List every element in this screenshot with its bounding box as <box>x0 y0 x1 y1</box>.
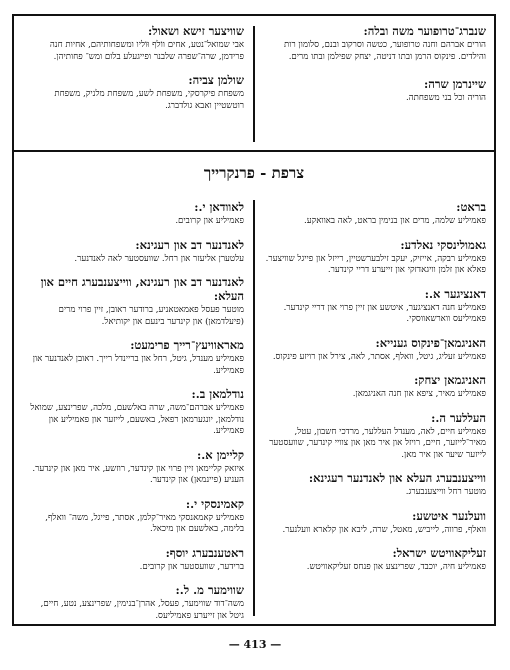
entry-name: קאמינסקי י.: <box>185 496 244 511</box>
entry-left-3 <box>24 338 244 377</box>
entry-name: מאראוויעץ־רייך פרימעט: <box>130 338 244 352</box>
entry-top-left-0 <box>24 24 244 63</box>
entry-right-7 <box>264 509 486 537</box>
entry-name: נודלמאן ב.: <box>191 387 244 401</box>
entry-top-left-1 <box>24 73 244 112</box>
entry-name: שולמן צביה: <box>188 73 244 87</box>
entry-name: לאוודאן י.: <box>194 200 244 214</box>
entry-text: פאמיליע חיה, יוכבד, שפרינצע און פנחס זעליקאוויטש. <box>306 562 486 572</box>
entry-name: העללער ה.: <box>431 410 486 425</box>
entry-text: פאמיליע אברהם־משה, שרה באלשעם, מלכה, שפרינצע, שמואל נודלמאן, יונגערמאן רפאל, באשעם, לייזער און פאמיליע און פאמיליע. <box>30 403 244 436</box>
entry-right-0 <box>264 200 486 228</box>
entry-name: האניגמאן־פינקוס גענייא: <box>375 335 486 350</box>
entry-text: עלטערן אליעזר און רחל. שוועסטער לאה לאנדנער. <box>74 253 244 264</box>
entry-name: דאנציגער א.: <box>424 286 486 301</box>
entry-right-4 <box>264 373 486 401</box>
entry-left-4 <box>24 387 244 438</box>
entry-left-1 <box>24 238 244 266</box>
entry-name: שווימער מ. ל.: <box>175 583 244 597</box>
entry-text: פאמיליע קאמאנסקי מאיר־קלמן, אסתר, פייגל, משה־ וואלף, בלימה, באלשעם און מיכאל. <box>45 512 244 534</box>
entry-text: וואלף, פרווה, לייביש, מאטל, שרה, ליבא און קלארא וועלנער. <box>282 524 486 535</box>
entry-text: פאמיליע חיים, לאה, מענדל העללער, מרדכי חשבון, עטל, מאיר־לייזער, חיים, רויזל און איר מאן און צוויי קינדער, שוועסטער לייזער שיער און איר מאן. <box>269 426 486 460</box>
page-number: — 413 — <box>228 638 282 651</box>
entry-text: פאמיליע חנה דאנציגער, איטשע און זיין פרוי און דריי קינדער. פאמיליעס ווארשאווסקי. <box>283 302 486 324</box>
section-title: צרפת - פרנקרייך <box>203 164 305 182</box>
entry-right-6 <box>264 471 486 499</box>
entry-text: ברידער, שוועסטער און קרובים. <box>139 561 244 572</box>
entry-text: הורים אברהם וחנה טרופוער, כטשה וסרקוב ובנם, סלומון רות והילדים. פינקוס הרמן ובתו דניטה, יצחק שפילמן ובתו מרים. <box>284 40 486 62</box>
entry-text: משפחת פיקרסקי, משפחת לשע, משפחת מלניק, משפחת רוטשטיין ואבא גולדברג. <box>54 89 244 111</box>
entry-right-8 <box>264 546 486 574</box>
entry-name: שוויצער זישא ושאול: <box>147 24 244 38</box>
entry-text: פאמיליע מאיר, ציפא און חנה האניגמאן. <box>352 389 486 399</box>
entry-left-7 <box>24 546 244 574</box>
entry-right-3 <box>264 336 486 364</box>
entry-text: מוטער פעסל פאמאטאניע, ברודער ראובן, זיין פרוי מרים (פיעלדמאן) און קינדער בינעם און יקותיאל. <box>58 305 244 327</box>
top-column-divider <box>253 26 255 142</box>
main-column-divider <box>253 200 255 616</box>
entry-text: פאמיליע און קרובים. <box>175 216 244 226</box>
entry-left-2 <box>24 275 244 328</box>
main-left-column <box>24 200 244 632</box>
entry-top-right-0 <box>264 24 486 63</box>
entry-name: לאנדנער דב און רעגינא, ווייצענבערג חיים און העלא: <box>40 275 244 303</box>
entry-text: פאמיליע רבקה, אייזיק, יעקב זילבערשטיין, רייזל און פייגל שוויצער. פאלא און זלמן וויגאדזקי און זייערע דריי קינדער. <box>265 253 486 275</box>
entry-name: בראט: <box>456 200 486 214</box>
entry-right-5 <box>264 411 486 462</box>
entry-name: גאמולינסקי נאלדע: <box>400 237 486 252</box>
entry-name: שיינרמן שרה: <box>424 77 486 91</box>
entry-left-5 <box>24 448 244 487</box>
entry-top-right-1 <box>264 77 486 105</box>
entry-text: מוטער רחל ווייצענבערג. <box>405 487 486 497</box>
entry-text: פאמיליע שלמה, מרים און בנימין בראט, לאה באוואקע. <box>304 216 486 226</box>
top-left-column <box>24 24 244 122</box>
entry-text: משה־דוד שווימער, פעסל, אהרן־בנימין, שפרינצע, נטע, חיים, גיטל און זייערע פאמיליעס. <box>40 599 244 621</box>
entry-name: ראטענבערג יוסף: <box>165 545 244 560</box>
entry-name: קליימן א.: <box>197 447 244 462</box>
entry-text: פאמיליע מענדל, גיטל, רחל און בריינדל רייך. ראובן לאנדנער און פאמיליע. <box>32 354 244 376</box>
entry-text: איזאק קליימאן זיין פרוי און קינדער, רוזשע, איר מאן און קינדער. העניע (פיינמאן) און קינדער. <box>32 463 244 485</box>
entry-left-8 <box>24 583 244 622</box>
entry-text: אבי שמואל־נטע, אחים ווֹלף וּוֹליו ומשפחותיהם, אחיות חנה פרידמן, שרה־שפרה שלבנר ופייגעלע בלום ומש־ פחותיהן. <box>49 40 244 62</box>
top-right-column <box>264 24 486 115</box>
main-right-column <box>264 200 486 584</box>
top-divider <box>12 150 496 152</box>
entry-left-6 <box>24 497 244 536</box>
entry-name: וועלנער איטשע: <box>412 508 486 523</box>
entry-name: האניגמאן יצחק: <box>414 373 486 387</box>
entry-name: שנברג־טרופוער משה ובלה: <box>363 24 486 38</box>
entry-right-2 <box>264 287 486 326</box>
entry-text: פאמיליע זעליג, גיטל, וואלף, אסתר, לאה, צירל און רויזע פינקוס. <box>272 351 486 362</box>
entry-text: הוריה וכל בני משפחתה. <box>405 93 486 103</box>
entry-right-1 <box>264 238 486 277</box>
entry-name: זעליקאוויטש ישראל: <box>392 546 486 560</box>
entry-name: ווייצענבערג העלא און לאנדנער רעגינא: <box>308 471 486 485</box>
entry-name: לאנדנער דב און רעגינא: <box>135 237 244 252</box>
entry-left-0 <box>24 200 244 228</box>
